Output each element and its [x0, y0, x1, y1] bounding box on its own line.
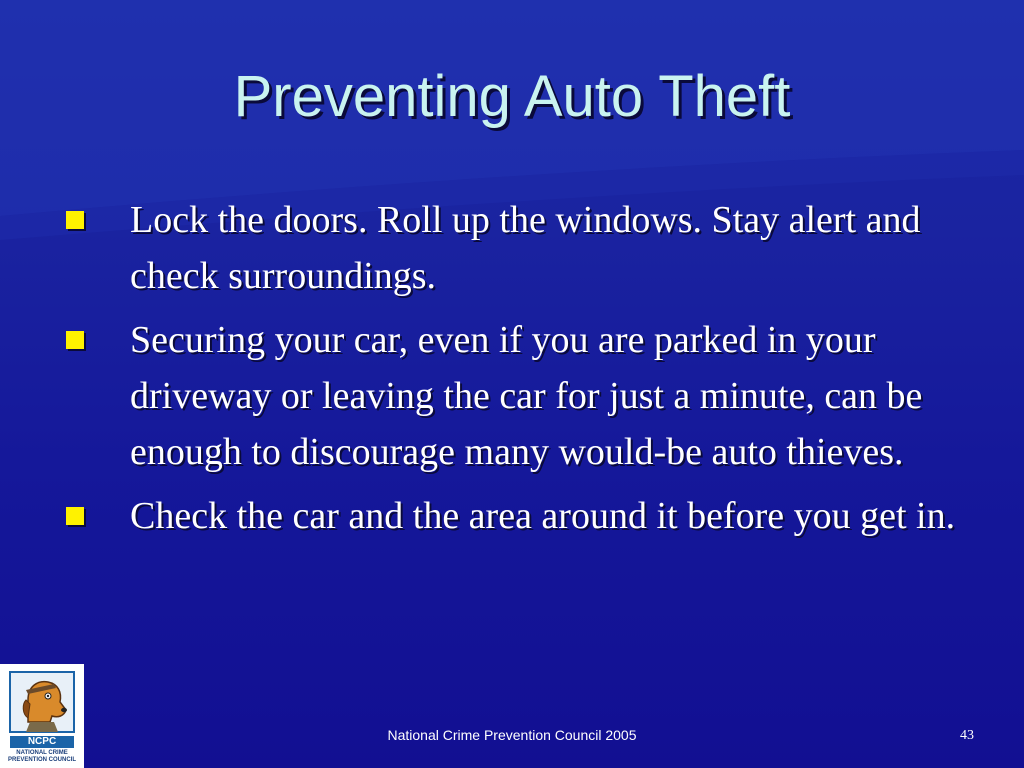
bullet-item: [62, 312, 962, 480]
mcgruff-dog-icon: [8, 670, 76, 734]
bullet-item: [62, 192, 962, 304]
bullet-text: Lock the doors. Roll up the windows. Stay alert and check surroundings.: [130, 199, 921, 297]
bullet-text: Check the car and the area around it before you get in.: [130, 495, 956, 537]
square-bullet-icon: [66, 211, 84, 229]
bullet-list: [62, 192, 962, 552]
logo-line-1: NATIONAL CRIME: [16, 750, 68, 756]
ncpc-logo: [0, 664, 84, 768]
square-bullet-icon: [66, 331, 84, 349]
page-number: 43: [960, 728, 974, 743]
square-bullet-icon: [66, 507, 84, 525]
logo-badge: NCPC: [10, 736, 74, 748]
logo-line-2: PREVENTION COUNCIL: [7, 757, 76, 763]
footer-text: National Crime Prevention Council 2005: [387, 727, 637, 743]
bullet-text: Securing your car, even if you are parked in your driveway or leaving the car for just a minute, can be enough to discourage many would-be auto thieves.: [130, 319, 923, 473]
bullet-item: [62, 488, 962, 544]
slide-title: Preventing Auto Theft: [233, 64, 791, 129]
